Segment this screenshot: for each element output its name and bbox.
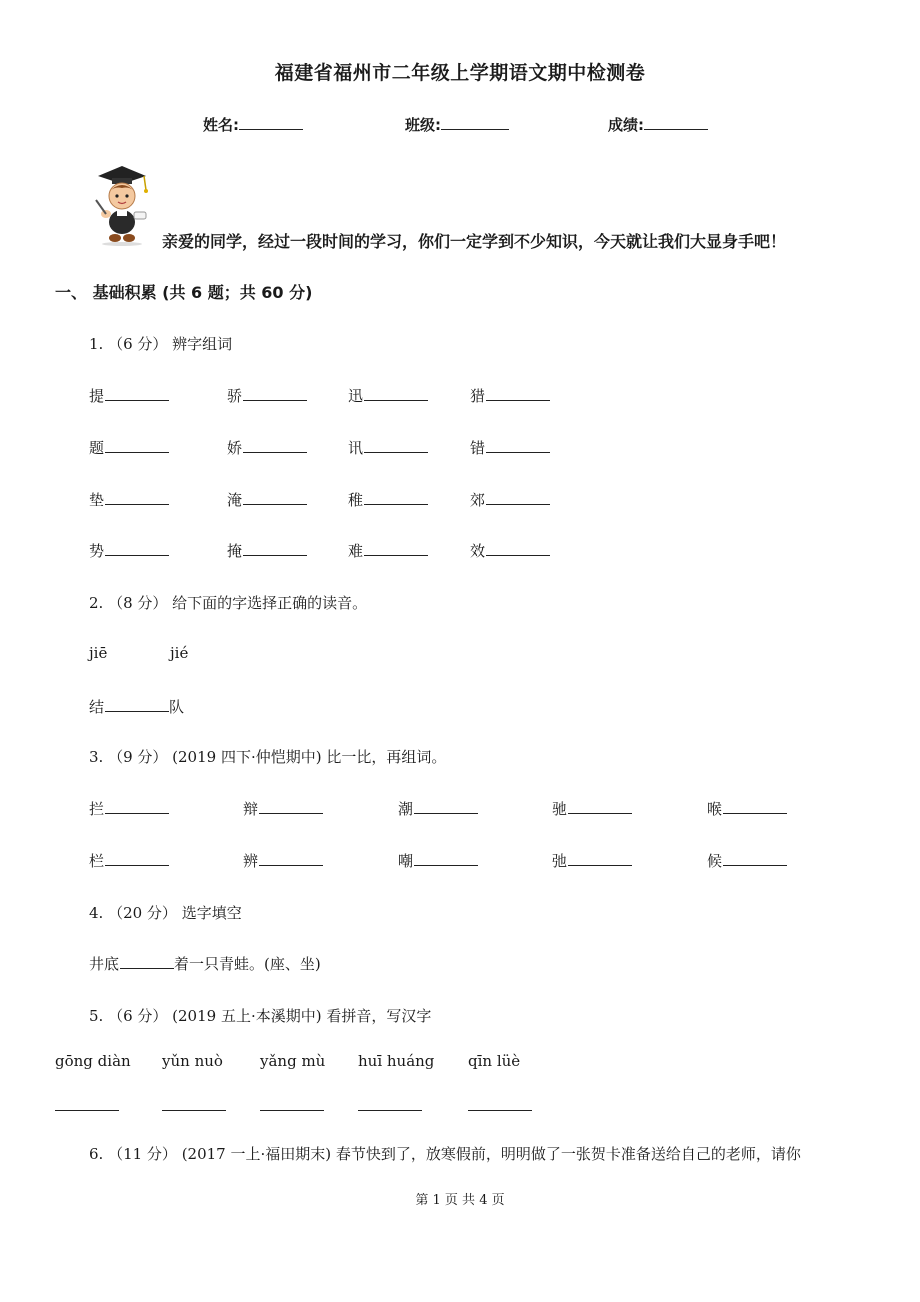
answer-blank[interactable] <box>364 489 428 505</box>
answer-blank[interactable] <box>364 540 428 556</box>
answer-blank[interactable] <box>364 437 428 453</box>
word-cell <box>348 437 428 458</box>
answer-blank[interactable] <box>105 385 169 401</box>
answer-blank[interactable] <box>414 850 478 866</box>
word-cell <box>89 385 169 406</box>
hanzi-answer-line[interactable] <box>358 1110 422 1111</box>
character: 垫 <box>89 491 105 509</box>
answer-blank[interactable] <box>486 385 550 401</box>
score-label: 成绩: <box>608 116 644 134</box>
character: 候 <box>707 852 723 870</box>
character: 驰 <box>552 800 568 818</box>
word-cell <box>470 385 550 406</box>
answer-blank[interactable] <box>723 850 787 866</box>
class-field <box>405 114 509 135</box>
word-cell <box>227 540 307 561</box>
word-cell <box>243 798 323 819</box>
question-3-header: 3. （9 分） (2019 四下·仲恺期中) 比一比，再组词。 <box>89 748 447 766</box>
hanzi-answer-line[interactable] <box>468 1110 532 1111</box>
character: 提 <box>89 387 105 405</box>
question-6-header: 6. （11 分） (2017 一上·福田期末) 春节快到了，放寒假前，明明做了一张贺卡准备送给自己的老师，请你 <box>89 1145 801 1163</box>
character: 辩 <box>243 800 259 818</box>
answer-blank[interactable] <box>259 850 323 866</box>
word-cell <box>89 540 169 561</box>
sentence-blank[interactable] <box>120 953 174 969</box>
hanzi-answer-line[interactable] <box>162 1110 226 1111</box>
answer-blank[interactable] <box>243 540 307 556</box>
pinyin-option-2: jié <box>170 644 189 662</box>
pinyin-label: yǎng mù <box>260 1052 326 1070</box>
character: 栏 <box>89 852 105 870</box>
answer-blank[interactable] <box>105 437 169 453</box>
character: 弛 <box>552 852 568 870</box>
greeting-text: 亲爱的同学，经过一段时间的学习，你们一定学到不少知识，今天就让我们大显身手吧！ <box>162 232 787 251</box>
hanzi-answer-line[interactable] <box>260 1110 324 1111</box>
word-cell <box>89 798 169 819</box>
word-cell <box>89 437 169 458</box>
character: 错 <box>470 439 486 457</box>
name-field <box>203 114 303 135</box>
answer-blank[interactable] <box>414 798 478 814</box>
question-2-header: 2. （8 分） 给下面的字选择正确的读音。 <box>89 594 368 612</box>
word-cell <box>89 850 169 871</box>
sentence-prefix: 井底 <box>89 955 120 973</box>
character: 拦 <box>89 800 105 818</box>
word-cell <box>470 437 550 458</box>
answer-blank[interactable] <box>723 798 787 814</box>
character: 骄 <box>227 387 243 405</box>
word-cell <box>707 850 787 871</box>
sentence-suffix: 着一只青蛙。(座、坐) <box>174 955 321 973</box>
answer-blank[interactable] <box>243 489 307 505</box>
pinyin-option-1: jiē <box>89 644 108 662</box>
pinyin-label: huī huáng <box>358 1052 435 1070</box>
answer-blank[interactable] <box>486 437 550 453</box>
class-label: 班级: <box>405 116 441 134</box>
section-heading: 一、 基础积累 (共 6 题；共 60 分) <box>55 283 313 302</box>
score-field <box>608 114 708 135</box>
word-cell <box>227 385 307 406</box>
word-cell <box>243 850 323 871</box>
word-cell <box>348 540 428 561</box>
character: 喉 <box>707 800 723 818</box>
answer-blank[interactable] <box>259 798 323 814</box>
answer-blank[interactable] <box>243 385 307 401</box>
answer-blank[interactable] <box>486 540 550 556</box>
answer-blank[interactable] <box>243 437 307 453</box>
question-2-answer <box>89 696 184 717</box>
character: 潮 <box>398 800 414 818</box>
class-blank[interactable] <box>441 114 509 130</box>
answer-blank[interactable] <box>364 385 428 401</box>
word-cell <box>348 489 428 510</box>
character: 效 <box>470 542 486 560</box>
word-cell <box>89 489 169 510</box>
pinyin-label: gōng diàn <box>55 1052 131 1070</box>
answer-blank[interactable] <box>105 540 169 556</box>
name-blank[interactable] <box>239 114 303 130</box>
word-cell <box>470 489 550 510</box>
character: 郊 <box>470 491 486 509</box>
answer-blank[interactable] <box>105 850 169 866</box>
pinyin-label: yǔn nuò <box>162 1052 223 1070</box>
character: 势 <box>89 542 105 560</box>
word-cell <box>707 798 787 819</box>
word-cell <box>552 850 632 871</box>
student-mascot-icon <box>86 164 152 246</box>
pinyin-label: qīn lüè <box>468 1052 521 1070</box>
question-4-sentence <box>89 953 321 974</box>
answer-blank[interactable] <box>105 489 169 505</box>
character: 掩 <box>227 542 243 560</box>
word-cell <box>398 798 478 819</box>
score-blank[interactable] <box>644 114 708 130</box>
word-cell <box>227 489 307 510</box>
name-label: 姓名: <box>203 116 239 134</box>
character: 猎 <box>470 387 486 405</box>
answer-blank[interactable] <box>568 798 632 814</box>
word-cell <box>348 385 428 406</box>
page-footer: 第 1 页 共 4 页 <box>415 1193 505 1208</box>
answer-blank[interactable] <box>486 489 550 505</box>
answer-blank[interactable] <box>568 850 632 866</box>
page-title: 福建省福州市二年级上学期语文期中检测卷 <box>274 62 646 84</box>
character: 难 <box>348 542 364 560</box>
answer-blank[interactable] <box>105 798 169 814</box>
word-cell <box>398 850 478 871</box>
character: 辨 <box>243 852 259 870</box>
question-1-header: 1. （6 分） 辨字组词 <box>89 335 233 353</box>
answer-prefix: 结 <box>89 698 105 716</box>
word-cell <box>227 437 307 458</box>
word-cell <box>470 540 550 561</box>
question-4-header: 4. （20 分） 选字填空 <box>89 904 242 922</box>
character: 娇 <box>227 439 243 457</box>
character: 题 <box>89 439 105 457</box>
question-5-header: 5. （6 分） (2019 五上·本溪期中) 看拼音，写汉字 <box>89 1007 432 1025</box>
character: 迅 <box>348 387 364 405</box>
answer-blank[interactable] <box>105 696 169 712</box>
character: 稚 <box>348 491 364 509</box>
character: 嘲 <box>398 852 414 870</box>
character: 淹 <box>227 491 243 509</box>
word-cell <box>552 798 632 819</box>
character: 讯 <box>348 439 364 457</box>
hanzi-answer-line[interactable] <box>55 1110 119 1111</box>
answer-suffix: 队 <box>169 698 185 716</box>
